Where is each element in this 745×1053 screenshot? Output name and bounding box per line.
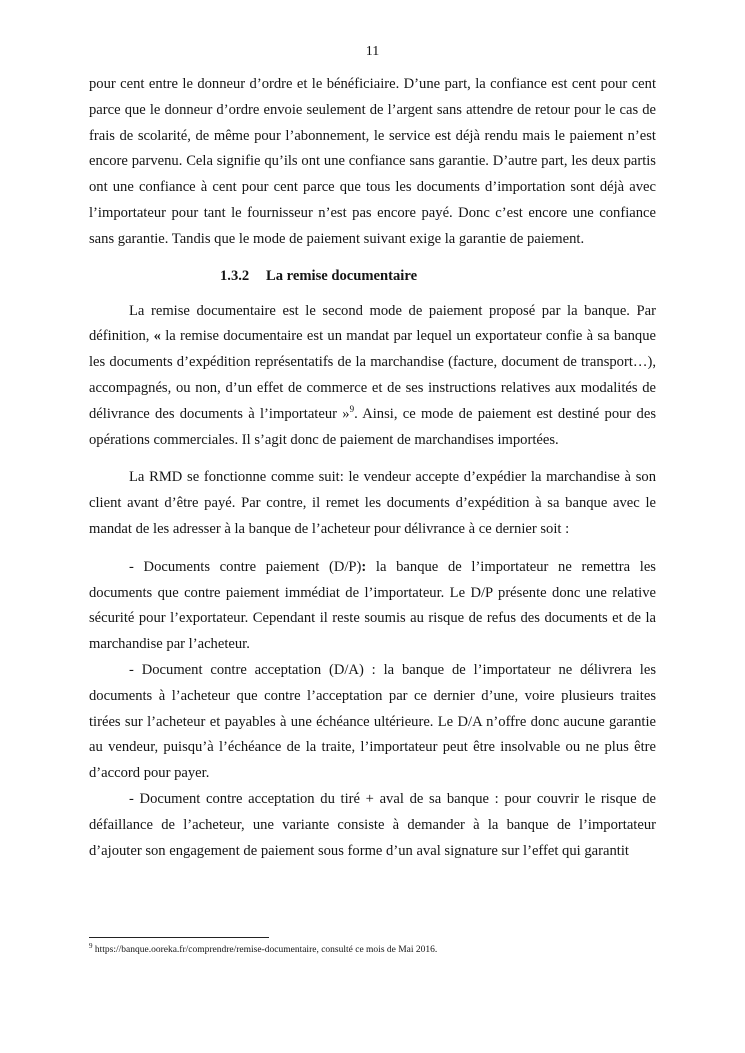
definition-quote: la remise documentaire est un mandat par lequel un exportateur confie à sa banque les documents d’expédition représentatifs de la marchandise (facture, document de transport…), accompagnés, ou non, d’un effet de commerce et de ses instructions relatives aux modalités de délivrance des documents à l’importateur » [89,328,656,422]
footnote-text: https://banque.ooreka.fr/comprendre/remise-documentaire, consulté ce mois de Mai 2016. [92,945,438,955]
footnote-separator [89,937,269,938]
paragraph-rmd-operation: La RMD se fonctionne comme suit: le vendeur accepte d’expédier la marchandise à son client avant d’être payé. Par contre, il remet les documents d’expédition à sa banque avec le mandat de les adresser à la banque de l’acheteur pour délivrance à ce dernier soit : [89,469,656,537]
quote-open-mark: « [153,328,161,345]
dp-lead: - Documents contre paiement (D/P) [129,558,362,575]
definition-conclusion: . Ainsi, ce mode de paiement est destiné pour des opérations commerciales. Il s’agit donc de paiement de marchandises importées. [89,405,657,448]
page-body [89,72,656,864]
footnote-reference: 9 [349,403,355,414]
dp-colon: : [361,558,367,575]
paragraph-confidance: pour cent entre le donneur d’ordre et le bénéficiaire. D’une part, la confiance est cent pour cent parce que le donneur d’ordre envoie seulement de l’argent sans attendre de retour pour le cas de frais de scolarité, de même pour l’abonnement, le service est déjà rendu mais le paiement n’est encore parvenu. Cela signifie qu’ils ont une confiance sans garantie. D’autre part, les deux partis ont une confiance à cent pour cent parce que tous les documents d’importation sont déjà avec l’importateur pour tant le fournisseur n’est pas encore payé. Donc c’est encore une confiance sans garantie. Tandis que le mode de paiement suivant exige la garantie de paiement. [89,76,656,247]
section-heading [89,266,656,286]
section-number: 1.3.2 [220,267,250,284]
footnote [89,944,656,957]
definition-intro: La remise documentaire est le second mode de paiement proposé par la banque. Par définition, [89,302,656,345]
paragraph-document-contre-acceptation: - Document contre acceptation (D/A) : la banque de l’importateur ne délivrera les documents à l’acheteur que contre l’acceptation par ce dernier d’une, voire plusieurs traites tirées sur l’acheteur et payables à une échéance ultérieure. Le D/A n’offre donc aucune garantie au vendeur, puisqu’à l’échéance de la traite, l’importateur peut être insolvable ou ne plus être d’accord pour payer. [89,661,656,782]
paragraph-acceptation-aval: - Document contre acceptation du tiré + aval de sa banque : pour couvrir le risque de défaillance de l’acheteur, une variante consiste à demander à la banque de l’importateur d’ajouter son engagement de paiement sous forme d’un aval signature sur l’effet qui garantit [89,790,656,859]
dp-description: la banque de l’importateur ne remettra les documents que contre paiement immédiat de l’importateur. Le D/P présente donc une relative sécurité pour l’exportateur. Cependant il reste soumis au risque de refus des documents et de la marchandise par l’acheteur. [89,558,656,653]
section-title: La remise documentaire [266,267,418,284]
page-number: 11 [365,44,380,59]
paragraph-definition [89,299,656,454]
paragraph-documents-contre-paiement [89,555,656,658]
footnote-marker: 9 [89,942,93,950]
